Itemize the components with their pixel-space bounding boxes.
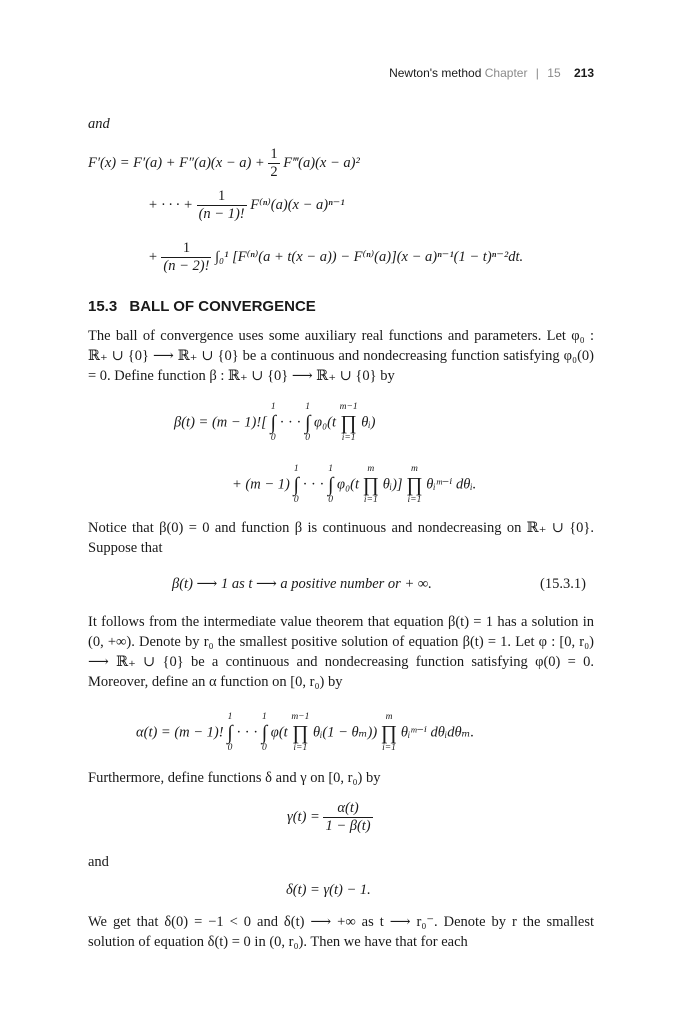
product-symbol: ∏ [406, 474, 423, 496]
gamma-lhs: γ(t) = [287, 808, 320, 825]
integral-symbol: ∫ [304, 412, 311, 434]
taylor-line-2 [148, 188, 345, 223]
integral-upper-limit: 1 [270, 402, 276, 412]
section-number: 15.3 [88, 298, 118, 315]
taylor-line-2-rest: F⁽ⁿ⁾(a)(x − a)ⁿ⁻¹ [250, 196, 345, 213]
integral-symbol: ∫ [327, 474, 334, 496]
product-upper-limit: m [367, 464, 375, 474]
integral-lower-limit: 0 [305, 433, 311, 443]
product-upper-limit: m [411, 464, 418, 474]
section-heading [88, 298, 316, 315]
fraction-numerator: 1 [182, 240, 191, 256]
product-lower-limit: i=1 [382, 743, 396, 753]
product-symbol: ∏ [380, 722, 398, 744]
paragraph-4: Furthermore, define functions δ and γ on [0, r₀) by [88, 770, 381, 786]
fraction-denominator: 1 − β(t) [325, 818, 371, 834]
integral-lower-limit: 0 [328, 495, 334, 505]
page-number: 213 [573, 66, 594, 80]
taylor-line-3-fraction [161, 240, 211, 275]
integral-lower-limit: 0 [293, 495, 299, 505]
taylor-line-1 [88, 146, 360, 181]
chapter-label: Chapter [484, 66, 528, 80]
integral-sign [227, 712, 232, 754]
section-title: BALL OF CONVERGENCE [129, 298, 316, 315]
paragraph-5: and [88, 854, 109, 870]
alpha-integrand-c: θᵢᵐ⁻ⁱ dθᵢdθₘ. [400, 724, 475, 741]
product-upper-limit: m [385, 712, 393, 722]
product-lower-limit: i=1 [341, 433, 356, 443]
integral-upper-limit: 1 [262, 712, 267, 722]
integral-lower-limit: 0 [270, 433, 276, 443]
integral-upper-limit: 1 [305, 402, 311, 412]
product-symbol: ∏ [362, 474, 380, 496]
integral-dots: · · · [236, 724, 259, 741]
integral-sign [262, 712, 267, 754]
product-symbol: ∏ [292, 722, 309, 744]
integral-symbol: ∫ [227, 722, 233, 744]
gamma-definition [287, 800, 373, 835]
integral-symbol: ∫ [270, 412, 276, 434]
product-lower-limit: i=1 [293, 743, 308, 753]
integral-lower-limit: 0 [227, 743, 233, 753]
product-upper-limit: m−1 [291, 712, 310, 722]
product-sign [340, 402, 358, 444]
beta-integrand-a: φ₀(t [314, 414, 336, 431]
fraction-denominator: 2 [270, 164, 278, 180]
product-symbol: ∏ [340, 412, 357, 434]
integral-lower-limit: 0 [262, 743, 267, 753]
paragraph-6: We get that δ(0) = −1 < 0 and δ(t) ⟶ +∞ as t ⟶ r₀⁻. Denote by r the smallest solution of equation δ(t) = 0 in (0, r₀). Then we have that for each [88, 914, 594, 950]
integral-sign [305, 402, 310, 444]
running-title: Newton's method [389, 66, 482, 80]
product-lower-limit: i=1 [407, 495, 422, 505]
beta-definition-line-2 [232, 464, 476, 506]
integral-dots: · · · [302, 476, 325, 493]
condition-equation: β(t) ⟶ 1 as t ⟶ a positive number or + ∞. [172, 576, 432, 592]
paragraph-2: Notice that β(0) = 0 and function β is continuous and nondecreasing on ℝ₊ ∪ {0}. Suppose that [88, 520, 594, 556]
taylor-line-2-lead: + · · · + [148, 196, 193, 213]
beta-lhs: β(t) = (m − 1)![ [174, 414, 267, 431]
product-sign [363, 464, 379, 506]
taylor-line-2-fraction [197, 188, 247, 223]
taylor-line-3-rest: ∫₀¹ [F⁽ⁿ⁾(a + t(x − a)) − F⁽ⁿ⁾(a)](x − a)ⁿ⁻¹(1 − t)ⁿ⁻²dt. [215, 248, 524, 265]
alpha-definition [136, 712, 474, 754]
taylor-line-3-lead: + [148, 248, 158, 265]
beta-integrand-b: θᵢ) [361, 414, 376, 431]
product-upper-limit: m−1 [339, 402, 358, 412]
beta-line-2-integrand-a: φ₀(t [337, 476, 359, 493]
alpha-integrand-b: θᵢ(1 − θₘ)) [312, 724, 378, 741]
integral-sign [293, 464, 298, 506]
beta-line-2-lhs: + (m − 1) [232, 476, 290, 493]
equation-number: (15.3.1) [540, 576, 586, 592]
integral-upper-limit: 1 [293, 464, 299, 474]
integral-sign [270, 402, 275, 444]
integral-upper-limit: 1 [328, 464, 334, 474]
paragraph-3: It follows from the intermediate value theorem that equation β(t) = 1 has a solution in (0, +∞). Denote by r₀ the smallest positive solution of equation β(t) = 1. Let φ : [0, r₀) ⟶ ℝ₊ ∪ {0} be a continuous and nondecreasing function satisfying φ(0) = 0. Moreover, define an α function on [0, r₀) by [88, 614, 594, 690]
fraction-numerator: 1 [270, 146, 278, 162]
taylor-line-1-lhs: F′(x) = F′(a) + F″(a)(x − a) + [88, 154, 269, 171]
integral-sign [328, 464, 333, 506]
integral-symbol: ∫ [261, 722, 268, 744]
gamma-fraction [323, 800, 372, 835]
product-sign [291, 712, 309, 754]
integral-dots: · · · [279, 414, 302, 431]
intro-and: and [88, 116, 110, 132]
beta-definition-line-1 [174, 402, 376, 444]
integral-symbol: ∫ [293, 474, 299, 496]
taylor-line-1-fraction [268, 146, 279, 181]
fraction-denominator: (n − 2)! [163, 258, 210, 274]
fraction-numerator: α(t) [337, 800, 359, 816]
alpha-lhs: α(t) = (m − 1)! [136, 724, 224, 741]
taylor-line-3 [148, 240, 523, 275]
fraction-denominator: (n − 1)! [198, 206, 245, 222]
running-header [389, 66, 594, 80]
product-sign [406, 464, 422, 506]
taylor-line-1-rest: F‴(a)(x − a)² [283, 154, 360, 171]
beta-line-2-integrand-b: θᵢ)] [382, 476, 403, 493]
header-separator: | [535, 66, 539, 80]
alpha-integrand-a: φ(t [270, 724, 288, 741]
fraction-numerator: 1 [217, 188, 226, 204]
integral-upper-limit: 1 [227, 712, 233, 722]
product-sign [381, 712, 397, 754]
beta-line-2-integrand-c: θᵢᵐ⁻ⁱ dθᵢ. [426, 476, 477, 493]
product-lower-limit: i=1 [363, 495, 378, 505]
paragraph-1: The ball of convergence uses some auxiliary real functions and parameters. Let φ₀ : ℝ₊ ∪ {0} ⟶ ℝ₊ ∪ {0} be a continuous and nondecreasing function satisfying φ₀(0) = 0. Define function β : ℝ₊ ∪ {0} ⟶ ℝ₊ ∪ {0} by [88, 328, 594, 384]
delta-definition: δ(t) = γ(t) − 1. [286, 882, 371, 898]
chapter-number: 15 [547, 66, 561, 80]
